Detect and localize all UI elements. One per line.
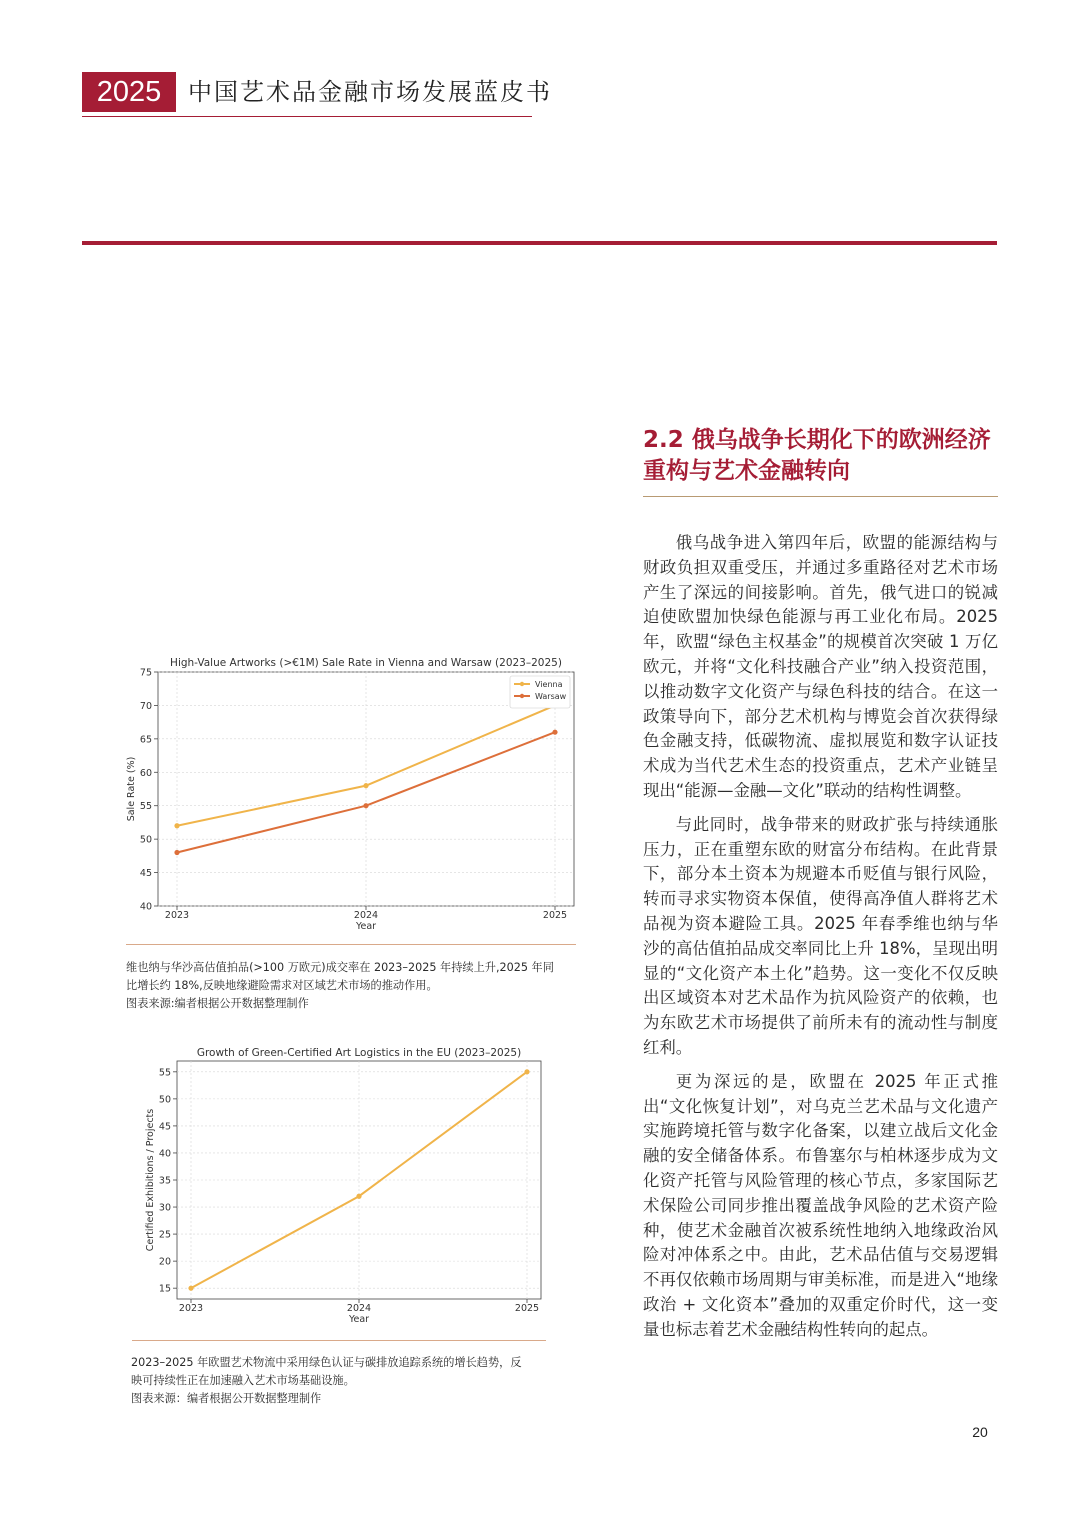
chart2-ytick-label-1: 20	[158, 1256, 171, 1268]
body-paragraph-2: 与此同时，战争带来的财政扩张与持续通胀压力，正在重塑东欧的财富分布结构。在此背景下，部分本土资本为规避本币贬值与银行风险，转而寻求实物资本保值，使得高净值人群将艺术品视为资本避险工具。2025 年春季维也纳与华沙的高估值拍品成交率同比上升 18%，呈现出明显的“文化资产本土化”趋势。这一变化不仅反映出区域资本对艺术品作为抗风险资产的依赖，也为东欧艺术市场提供了前所未有的流动性与制度红利。	[643, 814, 998, 1057]
body-paragraph-3: 更为深远的是，欧盟在 2025 年正式推出“文化恢复计划”，对乌克兰艺术品与文化遗产实施跨境托管与数字化备案，以建立战后文化金融的安全储备体系。布鲁塞尔与柏林逐步成为文化资产托管与风险管理的核心节点，多家国际艺术保险公司同步推出覆盖战争风险的艺术资产险种，使艺术金融首次被系统性地纳入地缘政治风险对冲体系之中。由此，艺术品估值与交易逻辑不再仅依赖市场周期与审美标准，而是进入“地缘政治 + 文化资本”叠加的双重定价时代，这一变量也标志着艺术金融结构性转向的起点。	[643, 1071, 998, 1339]
body-paragraph-1: 俄乌战争进入第四年后，欧盟的能源结构与财政负担双重受压，并通过多重路径对艺术市场产生了深远的间接影响。首先，俄气进口的锐减迫使欧盟加快绿色能源与再工业化布局。2025 年，欧盟“绿色主权基金”的规模首次突破 1 万亿欧元，并将“文化科技融合产业”纳入投资范围，以推动数字文化资产与绿色科技的结合。在这一政策导向下，部分艺术机构与博览会首次获得绿色金融支持，低碳物流、虚拟展览和数字认证技术成为当代艺术生态的投资重点，艺术产业链呈现出“能源—金融—文化”联动的结构性调整。	[643, 533, 998, 800]
chart1-xtick-label-2: 2025	[542, 910, 568, 921]
chart1-ytick-label-3: 55	[139, 801, 152, 813]
chart2-point-0-2	[524, 1069, 529, 1074]
chart2-point-0-1	[356, 1194, 361, 1199]
book-title: 中国艺术品金融市场发展蓝皮书	[188, 78, 552, 106]
chart1-xtick-label-0: 2023	[164, 910, 190, 921]
chart2-xtick-label-1: 2024	[346, 1303, 372, 1314]
chart1-ytick-label-5: 65	[139, 734, 152, 746]
chart2-title: Growth of Green-Certified Art Logistics in the EU (2023–2025)	[196, 1047, 522, 1059]
chart2-caption-line2: 映可持续性正在加速融入艺术市场基础设施。	[131, 1374, 355, 1387]
section-heading-line2: 重构与艺术金融转向	[643, 458, 850, 484]
chart1-point-1-0	[174, 850, 179, 855]
sale-rate-line-chart	[118, 650, 588, 935]
section-heading	[643, 425, 1003, 487]
chart1-ytick-label-6: 70	[139, 700, 152, 712]
chart2-ytick-label-6: 45	[158, 1121, 171, 1133]
chart2-point-0-0	[188, 1286, 193, 1291]
chart1-caption-line2: 比增长约 18%,反映地缘避险需求对区域艺术市场的推动作用。	[126, 979, 438, 992]
chart1-ytick-label-0: 40	[139, 901, 152, 913]
chart1-ylabel: Sale Rate (%)	[126, 756, 137, 822]
chart1-ytick-label-4: 60	[139, 767, 152, 779]
chart1-legend-label-0: Vienna	[535, 680, 563, 689]
chart1-point-1-1	[363, 803, 368, 808]
chart2-ytick-label-8: 55	[158, 1067, 171, 1079]
chart1-ytick-label-1: 45	[139, 868, 152, 880]
chart1-ytick-label-2: 50	[139, 834, 152, 846]
chart2-ytick-label-5: 40	[158, 1148, 171, 1160]
chart2-xtick-label-0: 2023	[178, 1303, 204, 1314]
chart2-ytick-label-7: 50	[158, 1094, 171, 1106]
chart1-xlabel: Year	[355, 921, 377, 932]
chart2-caption	[131, 1354, 571, 1408]
chart2-caption-rule	[132, 1340, 546, 1341]
chart1-point-0-0	[174, 823, 179, 828]
chart2-caption-line1: 2023–2025 年欧盟艺术物流中采用绿色认证与碳排放追踪系统的增长趋势，反	[131, 1356, 522, 1369]
header-rule	[82, 116, 532, 117]
chart2-ytick-label-0: 15	[158, 1283, 171, 1295]
chart1-caption	[126, 959, 586, 1013]
chart1-xtick-label-1: 2024	[353, 910, 379, 921]
chart2-ytick-label-2: 25	[158, 1229, 171, 1241]
chart1-caption-rule	[126, 944, 576, 945]
chart1-legend-label-1: Warsaw	[535, 692, 567, 701]
heading-rule	[643, 496, 998, 497]
chart2-ytick-label-3: 30	[158, 1202, 171, 1214]
chart1-ytick-label-7: 75	[139, 667, 152, 679]
chart2-ytick-label-4: 35	[158, 1175, 171, 1187]
chart1-title: High-Value Artworks (>€1M) Sale Rate in Vienna and Warsaw (2023–2025)	[170, 657, 562, 669]
section-heading-line1: 2.2 俄乌战争长期化下的欧洲经济	[643, 427, 991, 453]
section-divider	[82, 241, 997, 245]
body-text-column	[643, 531, 998, 1352]
chart1-legend-marker-1	[520, 694, 524, 698]
chart1-legend-marker-0	[520, 682, 524, 686]
chart2-xtick-label-2: 2025	[514, 1303, 540, 1314]
chart1-caption-line1: 维也纳与华沙高估值拍品(>100 万欧元)成交率在 2023–2025 年持续上升,2025 年同	[126, 961, 554, 974]
chart1-point-1-2	[552, 730, 557, 735]
chart2-source: 图表来源：编者根据公开数据整理制作	[131, 1392, 322, 1405]
chart2-xlabel: Year	[348, 1314, 370, 1325]
chart1-source: 图表来源:编者根据公开数据整理制作	[126, 997, 309, 1010]
green-logistics-line-chart	[135, 1040, 560, 1335]
chart1-point-0-1	[363, 783, 368, 788]
chart2-ylabel: Certified Exhibitions / Projects	[145, 1108, 156, 1252]
page-number: 20	[972, 1424, 988, 1440]
year-badge: 2025	[82, 72, 176, 112]
